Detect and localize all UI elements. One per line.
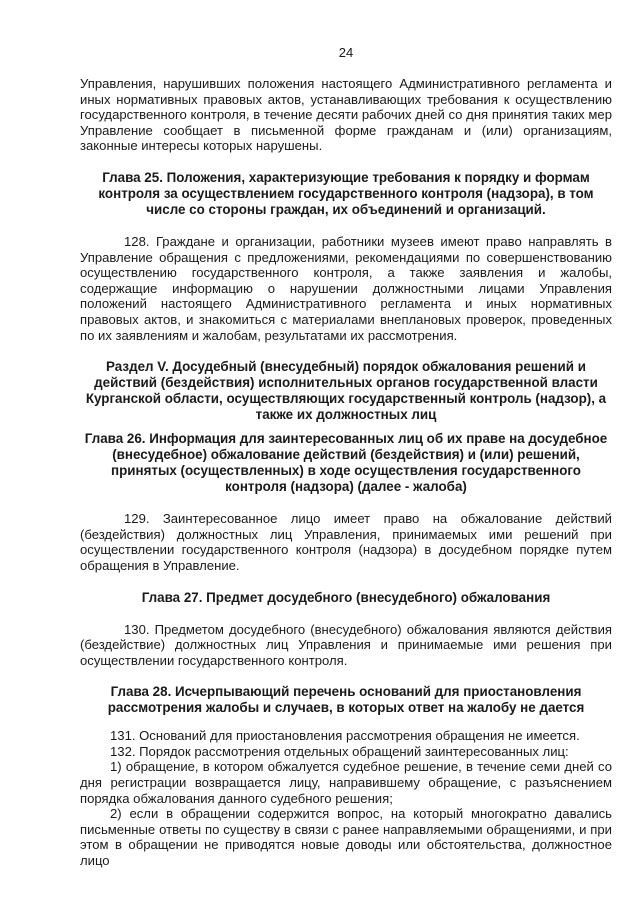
- document-body: [80, 76, 612, 869]
- page-number: 24: [338, 45, 354, 60]
- paragraph-129: 129. Заинтересованное лицо имеет право на обжалование действий (бездействия) должностных лиц Управления, принимаемых ими решений при осуществлении государственного контроля (надзора) в досудебном порядке путем обращения в Управление.: [80, 511, 612, 573]
- paragraph-132-item-2: 2) если в обращении содержится вопрос, на который многократно давались письменные ответы по существу в связи с ранее направляемыми обращениями, и при этом в обращении не приводятся новые доводы или обстоятельства, должностное лицо: [80, 806, 612, 869]
- paragraph-continuation: Управления, нарушивших положения настоящего Административного регламента и иных нормативных правовых актов, устанавливающих требования к осуществлению государственного контроля, в течение десяти рабочих дней со дня принятия таких мер Управление сообщает в письменной форме гражданам и (или) организациям, законные интересы которых нарушены.: [80, 76, 612, 154]
- section-5-heading: Раздел V. Досудебный (внесудебный) порядок обжалования решений и действий (бездействия) исполнительных органов государственной власти Курганской области, осуществляющих государственный контроль (надзор), а также их должностных лиц: [85, 359, 607, 423]
- paragraph-128: 128. Граждане и организации, работники музеев имеют право направлять в Управление обращения с предложениями, рекомендациями по совершенствованию осуществлению государственного контроля, а также заявления и жалобы, содержащие информацию о нарушении должностными лицами Управления положений настоящего Административного регламента и иных нормативных правовых актов, и знакомиться с материалами внеплановых проверок, проведенных по их заявлениям и жалобам, результатами их рассмотрения.: [80, 233, 612, 343]
- paragraph-132: 132. Порядок рассмотрения отдельных обращений заинтересованных лиц:: [110, 743, 569, 759]
- paragraph-131: 131. Оснований для приостановления рассмотрения обращения не имеется.: [110, 728, 580, 744]
- chapter-27-heading: Глава 27. Предмет досудебного (внесудебного) обжалования: [141, 589, 551, 605]
- paragraph-132-item-1: 1) обращение, в котором обжалуется судебное решение, в течение семи дней со дня регистрации возвращается лицу, направившему обращение, с разъяснением порядка обжалования данного судебного решения;: [80, 759, 612, 806]
- paragraph-130: 130. Предметом досудебного (внесудебного) обжалования являются действия (бездействие) должностных лиц Управления и принимаемые ими решения при осуществлении государственного контроля.: [80, 621, 612, 668]
- chapter-28-heading: Глава 28. Исчерпывающий перечень оснований для приостановления рассмотрения жалобы и случаев, в которых ответ на жалобу не дается: [107, 684, 585, 716]
- chapter-25-heading: Глава 25. Положения, характеризующие требования к порядку и формам контроля за осуществлением государственного контроля (надзора), в том числе со стороны граждан, их объединений и организаций.: [98, 169, 594, 217]
- chapter-26-heading: Глава 26. Информация для заинтересованных лиц об их праве на досудебное (внесудебное) обжалование действий (бездействия) и (или) решений, принятых (осуществленных) в ходе осуществления государственного контроля (надзора) (далее - жалоба): [84, 431, 608, 495]
